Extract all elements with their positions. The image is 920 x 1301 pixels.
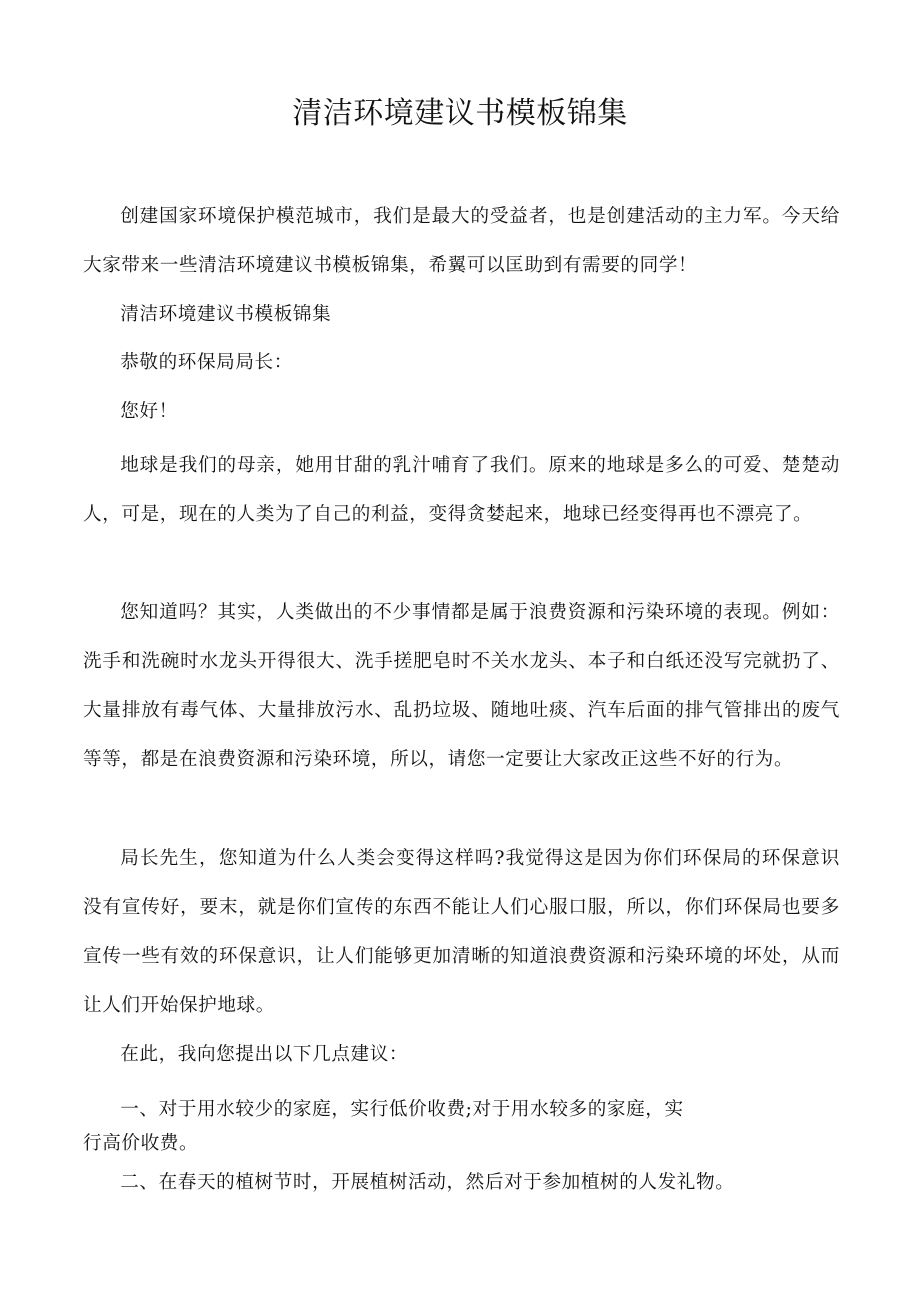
greeting-line: 您好！ (120, 401, 178, 422)
subtitle-line: 清洁环境建议书模板锦集 (120, 304, 332, 325)
paragraph-earth: 地球是我们的母亲，她用甘甜的乳汁哺育了我们。原来的地球是多么的可爱、楚楚动人，可是，现在的人类为了自己的利益，变得贪婪起来，地球已经变得再也不漂亮了。 (83, 455, 840, 525)
document-title: 清洁环境建议书模板锦集 (292, 96, 628, 131)
paragraph-waste-examples: 您知道吗？其实，人类做出的不少事情都是属于浪费资源和污染环境的表现。例如：洗手和洗碗时水龙头开得很大、洗手搓肥皂时不关水龙头、本子和白纸还没写完就扔了、大量排放有毒气体、大量排放污水、乱扔垃圾、随地吐痰、汽车后面的排气管排出的废气等等，都是在浪费资源和污染环境，所以，请您一定要让大家改正这些不好的行为。 (83, 602, 840, 770)
suggestion-two: 二、在春天的植树节时，开展植树活动，然后对于参加植树的人发礼物。 (120, 1172, 735, 1193)
intro-paragraph: 创建国家环境保护模范城市，我们是最大的受益者，也是创建活动的主力军。今天给大家带来一些清洁环境建议书模板锦集，希翼可以匡助到有需要的同学！ (83, 206, 840, 276)
suggestion-one-line2: 行高价收费。 (83, 1133, 199, 1154)
paragraph-director: 局长先生，您知道为什么人类会变得这样吗?我觉得这是因为你们环保局的环保意识没有宣传好，要末，就是你们宣传的东西不能让人们心服口服，所以，你们环保局也要多宣传一些有效的环保意识，让人们能够更加清晰的知道浪费资源和污染环境的坏处，从而让人们开始保护地球。 (83, 848, 840, 1016)
paragraph-suggestions-intro: 在此，我向您提出以下几点建议： (120, 1044, 409, 1065)
salutation-line: 恭敬的环保局局长： (120, 352, 293, 373)
suggestion-one-line1: 一、对于用水较少的家庭，实行低价收费;对于用水较多的家庭，实 (120, 1099, 684, 1120)
